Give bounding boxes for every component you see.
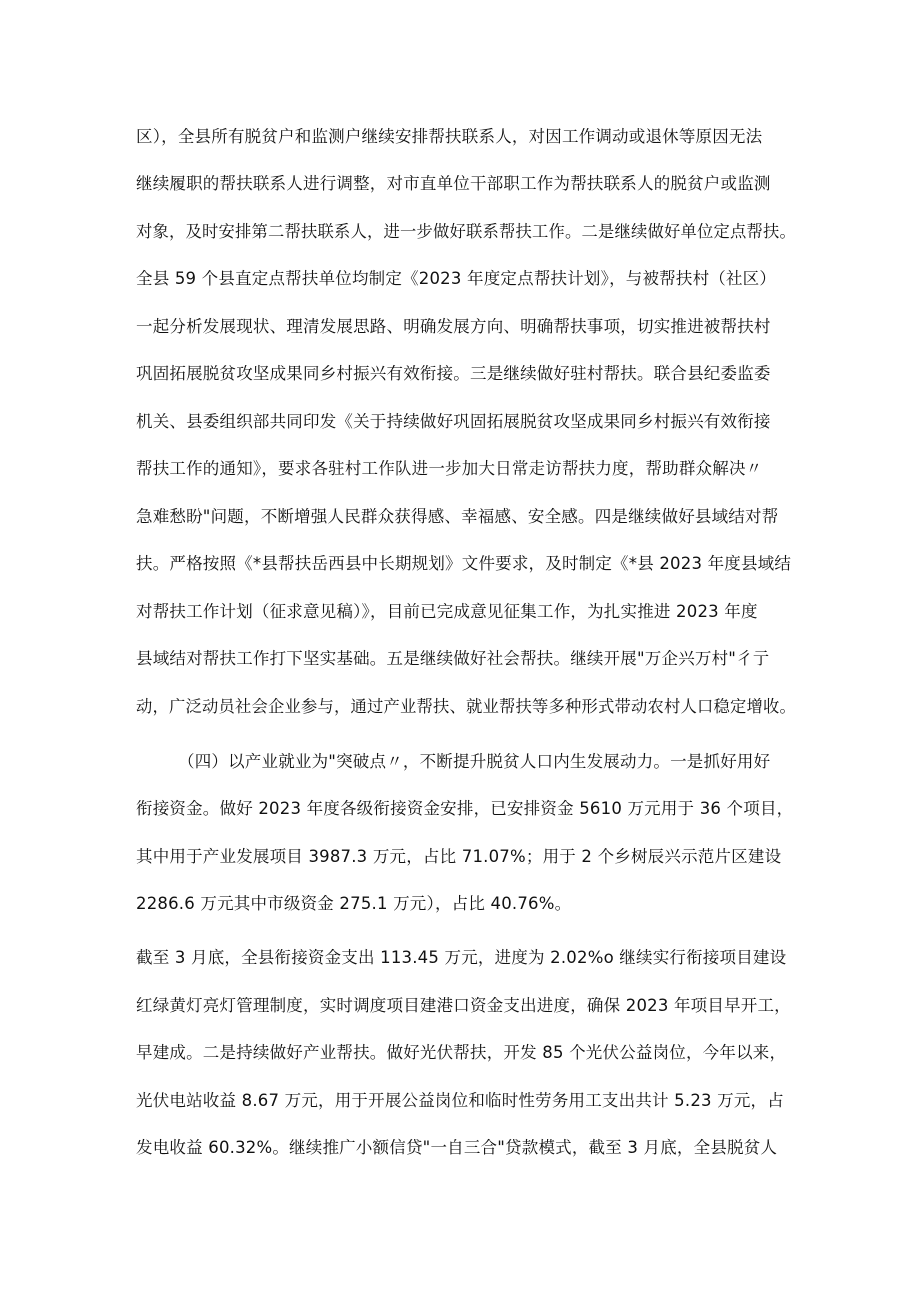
- text-line: 一起分析发展现状、理清发展思路、明确发展方向、明确帮扶事项，切实推进被帮扶村: [136, 317, 771, 336]
- text-line: 巩固拓展脱贫攻坚成果同乡村振兴有效衔接。三是继续做好驻村帮扶。联合县纪委监委: [136, 364, 771, 383]
- text-line: 继续履职的帮扶联系人进行调整，对市直单位干部职工作为帮扶联系人的脱贫户或监测: [136, 174, 771, 193]
- text-line: 其中用于产业发展项目 3987.3 万元，占比 71.07%；用于 2 个乡树辰兴示范片区建设: [136, 847, 782, 866]
- text-line: 衔接资金。做好 2023 年度各级衔接资金安排，已安排资金 5610 万元用于 36 个项目，: [136, 799, 794, 818]
- text-line: 动，广泛动员社会企业参与，通过产业帮扶、就业帮扶等多种形式带动农村人口稳定增收。: [136, 697, 796, 716]
- text-line: 对象，及时安排第二帮扶联系人，进一步做好联系帮扶工作。二是继续做好单位定点帮扶。: [136, 222, 796, 241]
- text-line: 县域结对帮扶工作打下坚实基础。五是继续做好社会帮扶。继续开展"万企兴万村"彳亍: [136, 649, 770, 668]
- text-line: 机关、县委组织部共同印发《关于持续做好巩固拓展脱贫攻坚成果同乡村振兴有效衔接: [136, 412, 771, 431]
- text-line: 扶。严格按照《*县帮扶岳西县中长期规划》文件要求，及时制定《*县 2023 年度县域结: [136, 554, 792, 573]
- text-line: 早建成。二是持续做好产业帮扶。做好光伏帮扶，开发 85 个光伏公益岗位，今年以来，: [136, 1043, 787, 1062]
- text-line: 2286.6 万元其中市级资金 275.1 万元），占比 40.76%。: [136, 894, 572, 913]
- paragraph-first-line: （四）以产业就业为"突破点〃，不断提升脱贫人口内生发展动力。一是抓好用好: [178, 752, 771, 771]
- text-line: 红绿黄灯亮灯管理制度，实时调度项目建港口资金支出进度，确保 2023 年项目早开工，: [136, 996, 791, 1015]
- text-line: 发电收益 60.32%。继续推广小额信贷"一自三合"贷款模式，截至 3 月底，全县脱贫人: [136, 1138, 778, 1157]
- text-line: 对帮扶工作计划（征求意见稿）》，目前已完成意见征集工作，为扎实推进 2023 年度: [136, 602, 758, 621]
- text-line: 光伏电站收益 8.67 万元，用于开展公益岗位和临时性劳务用工支出共计 5.23 万元，占: [136, 1091, 784, 1110]
- text-line: 急难愁盼"问题，不断增强人民群众获得感、幸福感、安全感。四是继续做好县域结对帮: [136, 507, 779, 526]
- text-line: 帮扶工作的通知》，要求各驻村工作队进一步加大日常走访帮扶力度，帮助群众解决〃: [136, 459, 763, 478]
- text-line: 截至 3 月底，全县衔接资金支出 113.45 万元，进度为 2.02%o 继续实行衔接项目建设: [136, 948, 787, 967]
- text-line: 全县 59 个县直定点帮扶单位均制定《2023 年度定点帮扶计划》，与被帮扶村（社区）: [136, 269, 777, 288]
- text-line: 区），全县所有脱贫户和监测户继续安排帮扶联系人，对因工作调动或退休等原因无法: [136, 127, 763, 146]
